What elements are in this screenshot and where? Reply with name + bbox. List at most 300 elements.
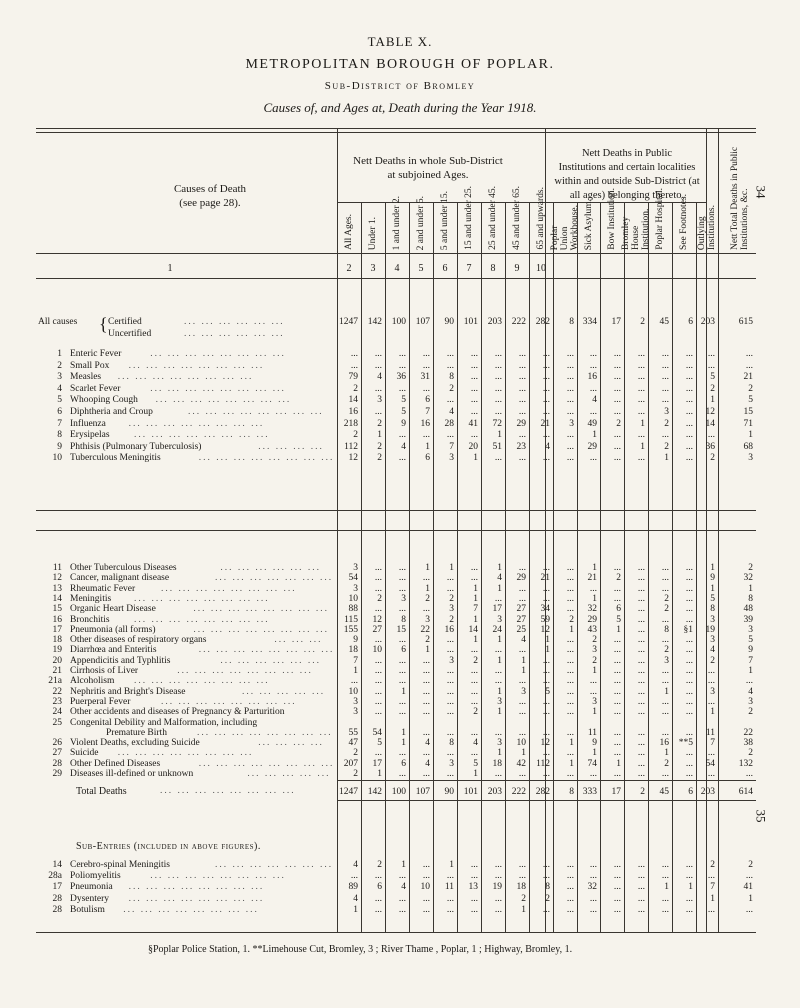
cause-name: Diarrhœa and Enteritis [70, 645, 157, 656]
table-cell: ... [518, 871, 526, 882]
cause-number: 26 [52, 738, 62, 749]
table-cell: ... [374, 407, 382, 417]
table-cell: ... [637, 871, 645, 882]
table-cell: ... [470, 904, 478, 915]
table-cell: ... [566, 635, 574, 646]
cause-label [40, 441, 201, 453]
table-cell: ... [518, 372, 526, 383]
table-cell: ... [374, 707, 382, 718]
column-number: 1 [167, 263, 173, 274]
cause-name: Tuberculous Meningitis [70, 453, 161, 464]
table-cell: ... [613, 871, 621, 882]
table-cell: 29 [516, 573, 526, 584]
table-cell: ... [374, 893, 382, 904]
column-header-9 [534, 187, 548, 250]
table-cell: ... [470, 748, 478, 759]
leader-dots: ... ... ... ... ... ... ... ... [117, 372, 254, 383]
leader-dots: ... ... ... ... ... ... ... ... [123, 904, 259, 915]
table-cell: ... [422, 349, 430, 359]
table-cell: 1 [377, 430, 382, 441]
table-cell: ... [685, 418, 693, 429]
table-cell: ... [637, 882, 645, 893]
table-cell: 2 [377, 418, 382, 429]
table-cell: ... [613, 407, 621, 417]
column-header-text: 1 and under 2. [392, 195, 402, 250]
table-cell: ... [613, 441, 621, 452]
table-cell: ... [566, 666, 574, 676]
table-cell: 2 [473, 655, 478, 666]
cause-number: 1 [57, 349, 62, 359]
table-cell: ... [422, 871, 430, 882]
cause-label [40, 360, 109, 372]
table-cell: ... [374, 676, 382, 687]
table-cell: 7 [353, 655, 358, 666]
leader-dots: ... ... ... ... ... ... ... [215, 860, 334, 870]
column-header-14 [653, 188, 667, 250]
table-cell: 13 [468, 882, 478, 893]
table-cell: 12 [372, 614, 382, 625]
table-cell: 1 [616, 624, 621, 635]
table-cell: 6 [425, 395, 430, 406]
cause-number: 12 [52, 573, 62, 584]
table-cell: ... [422, 573, 430, 584]
cause-number: 19 [52, 645, 62, 656]
table-cell: ... [685, 604, 693, 615]
cause-number: 15 [52, 604, 62, 615]
column-number: 6 [442, 263, 448, 274]
table-cell: ... [446, 727, 454, 738]
table-cell: ... [613, 666, 621, 676]
table-cell: 1 [710, 707, 715, 718]
cause-number: 23 [52, 696, 62, 707]
leader-dots: ... ... ... ... ... ... ... ... [134, 676, 270, 687]
table-cell: 6 [688, 317, 693, 327]
cause-name: Phthisis (Pulmonary Tuberculosis) [70, 441, 202, 452]
table-cell: ... [661, 614, 669, 625]
cause-name: Influenza [70, 418, 106, 429]
table-cell: ... [422, 707, 430, 718]
table-cell: 3 [377, 395, 382, 406]
table-cell: ... [637, 676, 645, 687]
table-cell: 115 [344, 614, 358, 625]
table-cell: 7 [425, 407, 430, 417]
cause-number: 11 [52, 563, 62, 573]
column-number: 5 [418, 263, 424, 274]
table-cell: 16 [444, 624, 454, 635]
table-cell: ... [566, 769, 574, 779]
table-cell: ... [470, 645, 478, 656]
table-cell: 10 [516, 738, 526, 749]
all-causes-row: All causes Certified ... ... ... ... ... ... [38, 317, 285, 327]
table-cell: ... [374, 655, 382, 666]
table-cell: ... [374, 871, 382, 882]
table-cell: 8 [545, 882, 550, 893]
cause-number: 21a [48, 676, 62, 687]
table-cell: ... [661, 635, 669, 646]
table-cell: ... [745, 349, 753, 359]
table-cell: 2 [425, 635, 430, 646]
table-cell: 8 [569, 317, 574, 327]
table-cell: 29 [587, 441, 597, 452]
cause-name: Diseases ill-defined or unknown [70, 769, 194, 779]
table-cell: ... [613, 360, 621, 371]
table-cell: 8 [664, 624, 669, 635]
table-cell: 282 [535, 317, 550, 327]
table-cell: 36 [396, 372, 406, 383]
table-cell: ... [707, 748, 715, 759]
table-cell: ... [685, 430, 693, 441]
table-cell: 12 [705, 407, 715, 417]
table-cell: 3 [710, 686, 715, 697]
table-cell: ... [661, 893, 669, 904]
cause-number: 5 [57, 395, 62, 406]
leader-dots: ... ... ... [274, 635, 323, 646]
table-cell: 11 [587, 727, 597, 738]
table-cell: ... [422, 769, 430, 779]
table-cell: ... [637, 624, 645, 635]
table-cell: ... [446, 360, 454, 371]
table-cell: ... [566, 441, 574, 452]
table-cell: 3 [497, 738, 502, 749]
table-cell: 2 [748, 563, 753, 573]
cause-number: 21 [52, 666, 62, 676]
table-cell: 1 [401, 738, 406, 749]
table-cell: 24 [492, 624, 502, 635]
table-cell: ... [566, 707, 574, 718]
table-cell: ... [542, 349, 550, 359]
cause-name: Other diseases of respiratory organs [70, 635, 207, 646]
table-cell: ... [745, 904, 753, 915]
table-cell: ... [637, 645, 645, 656]
table-cell: ... [637, 583, 645, 594]
table-cell: ... [613, 748, 621, 759]
table-cell: ... [589, 904, 597, 915]
table-cell: ... [494, 676, 502, 687]
table-cell: ... [613, 727, 621, 738]
table-cell: 8 [569, 787, 574, 797]
table-cell: 21 [540, 573, 550, 584]
table-cell: 1 [748, 583, 753, 594]
table-cell: ... [374, 573, 382, 584]
table-cell: 1 [664, 882, 669, 893]
table-cell: ... [637, 372, 645, 383]
table-cell: 8 [748, 593, 753, 604]
total-label: Total Deaths [76, 786, 127, 797]
table-cell: 10 [420, 882, 430, 893]
table-cell: ... [422, 655, 430, 666]
rule [337, 780, 756, 781]
table-cell: 42 [516, 758, 526, 769]
table-cell: 107 [415, 787, 430, 797]
table-cell: 2 [545, 893, 550, 904]
table-cell: 16 [348, 407, 358, 417]
table-cell: 34 [540, 604, 550, 615]
table-cell: ... [685, 453, 693, 464]
table-cell: 2 [449, 614, 454, 625]
table-cell: ... [637, 573, 645, 584]
table-cell: ... [494, 360, 502, 371]
table-cell: 29 [587, 614, 597, 625]
table-cell: ... [589, 893, 597, 904]
table-cell: 2 [592, 635, 597, 646]
table-cell: ... [661, 871, 669, 882]
table-cell: 29 [516, 418, 526, 429]
column-header-11 [582, 198, 596, 250]
table-cell: 31 [420, 372, 430, 383]
table-cell: 3 [521, 686, 526, 697]
table-cell: ... [422, 360, 430, 371]
table-cell: ... [374, 383, 382, 394]
table-cell: 107 [415, 317, 430, 327]
table-cell: ... [470, 860, 478, 870]
table-cell: ... [589, 453, 597, 464]
table-cell: 1 [710, 563, 715, 573]
table-cell: ... [661, 769, 669, 779]
table-cell: ... [518, 563, 526, 573]
table-cell: 48 [743, 604, 753, 615]
table-cell: 5 [748, 635, 753, 646]
table-cell: 12 [348, 453, 358, 464]
column-number: 8 [490, 263, 496, 274]
table-cell: 4 [353, 860, 358, 870]
column-header-text: Outlying Institutions. [697, 204, 717, 250]
table-cell: ... [518, 707, 526, 718]
table-cell: ... [685, 676, 693, 687]
cause-label [40, 870, 121, 882]
table-cell: ... [542, 666, 550, 676]
table-cell: 132 [738, 758, 753, 769]
table-cell: 1 [449, 860, 454, 870]
table-cell: ... [470, 893, 478, 904]
table-cell: ... [446, 635, 454, 646]
table-cell: ... [637, 360, 645, 371]
table-cell: 2 [664, 593, 669, 604]
table-cell: 3 [449, 655, 454, 666]
table-cell: ... [494, 666, 502, 676]
table-cell: ... [685, 593, 693, 604]
table-cell: 1 [497, 430, 502, 441]
table-cell: ... [422, 696, 430, 707]
table-cell: 10 [348, 593, 358, 604]
table-cell: ... [494, 727, 502, 738]
table-cell: 7 [710, 882, 715, 893]
table-cell: 25 [516, 624, 526, 635]
table-cell: 79 [348, 372, 358, 383]
column-number: 10 [536, 263, 546, 274]
table-cell: 18 [348, 645, 358, 656]
table-cell: ... [446, 696, 454, 707]
table-cell: ... [422, 893, 430, 904]
table-cell: ... [589, 686, 597, 697]
table-cell: 2 [748, 748, 753, 759]
leader-dots: ... ... ... ... ... ... [220, 563, 322, 573]
cause-label [40, 859, 170, 871]
table-cell: ... [613, 860, 621, 870]
table-cell: 2 [569, 614, 574, 625]
cause-label [40, 881, 113, 893]
table-cell: ... [494, 349, 502, 359]
table-cell: ... [518, 696, 526, 707]
table-cell: 2 [664, 441, 669, 452]
table-cell: 9 [401, 418, 406, 429]
table-cell: 38 [743, 738, 753, 749]
cause-name: Appendicitis and Typhlitis [70, 655, 171, 666]
table-cell: ... [518, 593, 526, 604]
table-cell: ... [398, 563, 406, 573]
table-cell: 41 [468, 418, 478, 429]
column-number: 4 [394, 263, 400, 274]
table-cell: ... [613, 655, 621, 666]
table-number: TABLE X. [367, 34, 433, 49]
table-cell: 45 [659, 787, 669, 797]
table-cell: ... [470, 727, 478, 738]
table-cell: 10 [372, 645, 382, 656]
column-header-3 [390, 195, 404, 250]
table-cell: ... [542, 407, 550, 417]
table-cell: 2 [353, 748, 358, 759]
column-number: 9 [514, 263, 520, 274]
table-cell: ... [637, 383, 645, 394]
column-header-16 [697, 204, 717, 250]
table-cell: ... [661, 860, 669, 870]
table-cell: ... [707, 360, 715, 371]
table-cell: ... [422, 748, 430, 759]
table-cell: 39 [743, 614, 753, 625]
table-cell: ... [542, 360, 550, 371]
column-header-12 [605, 188, 619, 250]
table-cell: 36 [705, 441, 715, 452]
table-cell: 4 [377, 372, 382, 383]
table-cell: ... [637, 604, 645, 615]
table-cell: 11 [705, 727, 715, 738]
table-cell: ... [398, 904, 406, 915]
column-header-4 [414, 195, 428, 250]
table-cell: 49 [587, 418, 597, 429]
leader-dots: ... ... ... ... ... ... ... ... [161, 583, 297, 594]
table-cell: 19 [492, 882, 502, 893]
table-cell: 14 [705, 418, 715, 429]
table-cell: ... [470, 871, 478, 882]
table-cell: ... [398, 360, 406, 371]
table-cell: 2 [710, 383, 715, 394]
table-cell: ... [398, 430, 406, 441]
table-cell: 8 [449, 372, 454, 383]
table-cell: 2 [664, 604, 669, 615]
table-cell: ... [661, 383, 669, 394]
leader-dots: ... ... ... ... ... ... ... ... [198, 758, 335, 769]
table-cell: ... [470, 696, 478, 707]
column-header-text: Bow Institution. [607, 188, 617, 250]
table-cell: 1 [640, 441, 645, 452]
table-cell: ... [566, 604, 574, 615]
table-cell: 4 [545, 441, 550, 452]
table-cell: ... [422, 383, 430, 394]
table-cell: ... [398, 583, 406, 594]
column-header-5 [438, 190, 452, 250]
table-cell: 21 [540, 418, 550, 429]
table-cell: ... [398, 453, 406, 464]
table-cell: ... [566, 748, 574, 759]
table-cell: 7 [449, 441, 454, 452]
table-cell: ... [589, 407, 597, 417]
table-cell: ... [398, 707, 406, 718]
table-cell: ... [446, 904, 454, 915]
leader-dots: ... ... ... ... ... ... [220, 655, 322, 666]
table-caption: Causes of, and Ages at, Death during the Year 1918. [263, 100, 537, 115]
table-cell: ... [542, 583, 550, 594]
table-cell: 4 [401, 882, 406, 893]
column-header-2 [366, 206, 380, 250]
cause-number: 2 [57, 360, 62, 371]
table-cell: 5 [616, 614, 621, 625]
cause-number: 16 [52, 614, 62, 625]
table-cell: 1 [401, 860, 406, 870]
table-cell: 203 [487, 317, 502, 327]
table-cell: 1 [664, 686, 669, 697]
table-cell: ... [613, 453, 621, 464]
table-cell: ... [398, 676, 406, 687]
table-cell: ... [566, 360, 574, 371]
table-cell: 32 [743, 573, 753, 584]
table-cell: ... [685, 383, 693, 394]
table-cell: 1 [592, 666, 597, 676]
table-cell: ... [685, 696, 693, 707]
table-cell: 1 [616, 758, 621, 769]
table-cell: ... [661, 372, 669, 383]
column-header-6 [462, 186, 476, 250]
table-cell: 18 [492, 758, 502, 769]
table-cell: 15 [743, 407, 753, 417]
table-cell: ... [542, 696, 550, 707]
table-cell: ... [685, 441, 693, 452]
cause-name: Other accidents and diseases of Pregnancy & Parturition [70, 707, 285, 718]
table-cell: ... [745, 676, 753, 687]
table-cell: ... [613, 349, 621, 359]
table-cell: ... [542, 372, 550, 383]
uncertified-label: Uncertified [108, 329, 152, 339]
cause-number: 24 [52, 707, 62, 718]
table-cell: ... [589, 383, 597, 394]
table-cell: 21 [743, 372, 753, 383]
table-cell: 5 [545, 686, 550, 697]
table-cell: 1 [569, 738, 574, 749]
table-cell: ... [518, 727, 526, 738]
table-cell: ... [613, 769, 621, 779]
table-cell: 7 [748, 655, 753, 666]
causes-header: Causes of Death (see page 28). [173, 183, 247, 209]
table-cell: ... [542, 655, 550, 666]
cause-name: Pneumonia [70, 882, 113, 893]
table-cell: 47 [348, 738, 358, 749]
table-cell: ... [745, 769, 753, 779]
table-cell: 203 [700, 787, 715, 797]
table-cell: ... [566, 882, 574, 893]
table-cell: ... [637, 453, 645, 464]
table-cell: 3 [592, 645, 597, 656]
table-cell: 55 [348, 727, 358, 738]
table-cell: ... [685, 727, 693, 738]
table-cell: ... [589, 871, 597, 882]
table-cell: ... [470, 573, 478, 584]
table-cell: 1 [664, 748, 669, 759]
table-cell: 1 [377, 769, 382, 779]
footnote: §Poplar Police Station, 1. **Limehouse Cut, Bromley, 3 ; River Thame , Poplar, 1 ; Highway, Bromley, 1. [148, 944, 573, 955]
table-cell: 5 [401, 407, 406, 417]
table-cell: 41 [743, 882, 753, 893]
table-cell: ... [685, 583, 693, 594]
table-cell: ... [494, 860, 502, 870]
table-cell: 2 [748, 707, 753, 718]
